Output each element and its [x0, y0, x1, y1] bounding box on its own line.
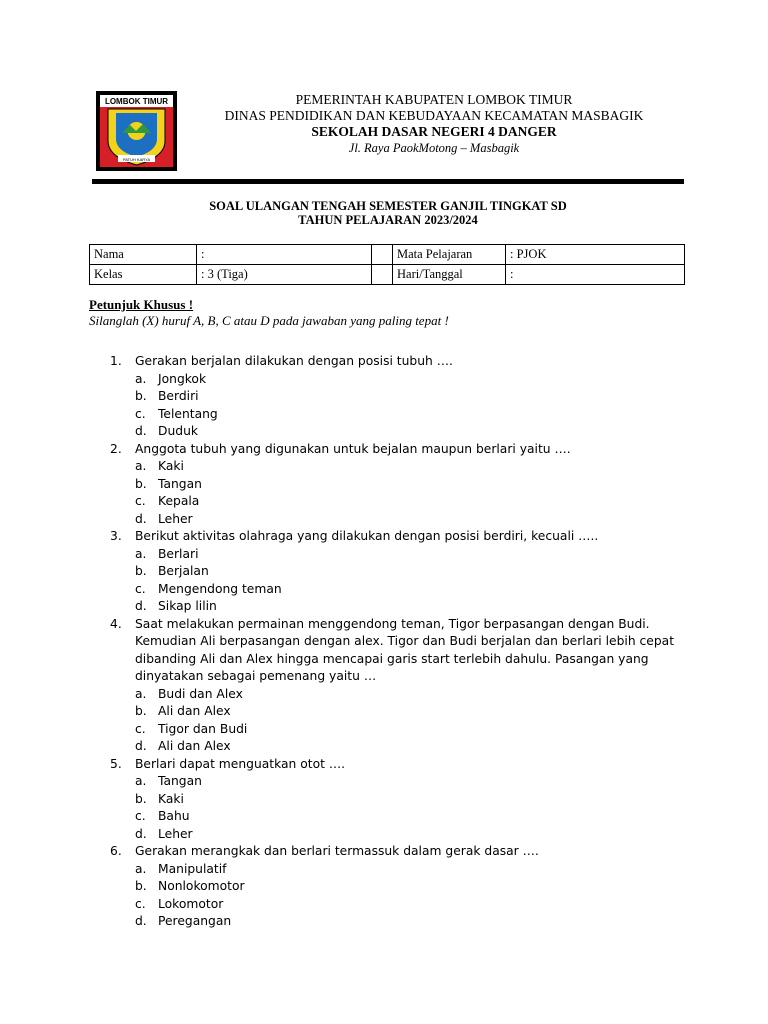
- question-number: 1.: [110, 354, 122, 368]
- question-text: Saat melakukan permainan menggendong teman, Tigor berpasangan dengan Budi. Kemudian Ali berpasangan dengan alex. Tigor dan Budi berjalan dan berlari lebih cepat dibanding Ali dan Alex hingga mencapai garis start terlebih dahulu. Pasangan yang dinyatakan sebagai pemenang yaitu …: [135, 616, 675, 683]
- option-text: Tigor dan Budi: [158, 721, 248, 736]
- question-text: Gerakan merangkak dan berlari termassuk dalam gerak dasar ….: [135, 844, 539, 858]
- letterhead-line1: PEMERINTAH KABUPATEN LOMBOK TIMUR: [295, 92, 573, 107]
- question-text: Berlari dapat menguatkan otot ….: [135, 756, 346, 771]
- option-text: Tangan: [158, 774, 202, 788]
- option-text: Leher: [158, 511, 193, 526]
- answer-option[interactable]: [135, 738, 690, 756]
- question-item: [110, 441, 690, 459]
- option-text: Telentang: [158, 406, 218, 421]
- exam-title: [92, 199, 684, 227]
- info-row-1: [90, 245, 685, 265]
- answer-option[interactable]: [135, 546, 690, 564]
- answer-option[interactable]: [135, 808, 690, 826]
- exam-title-line1: SOAL ULANGAN TENGAH SEMESTER GANJIL TINGKAT SD: [209, 199, 567, 213]
- option-text: Ali dan Alex: [158, 739, 231, 753]
- option-letter: a.: [135, 371, 147, 386]
- option-letter: d.: [135, 424, 147, 438]
- spacer-cell: [372, 245, 393, 265]
- answer-option[interactable]: [135, 791, 690, 809]
- option-letter: a.: [135, 774, 147, 788]
- option-text: Kaki: [158, 791, 184, 806]
- hari-value[interactable]: :: [506, 265, 685, 285]
- option-letter: c.: [135, 809, 146, 823]
- option-text: Tangan: [158, 476, 202, 491]
- answer-option[interactable]: [135, 773, 690, 791]
- option-letter: b.: [135, 791, 147, 806]
- instructions-heading: Petunjuk Khusus !: [89, 297, 194, 312]
- question-text: Gerakan berjalan dilakukan dengan posisi tubuh ….: [135, 354, 453, 368]
- answer-option[interactable]: [135, 476, 690, 494]
- logo-text-top: LOMBOK TIMUR: [104, 97, 169, 106]
- student-info-table: [89, 244, 685, 285]
- answer-option[interactable]: [135, 686, 690, 704]
- question-number: 6.: [110, 844, 122, 858]
- option-text: Peregangan: [158, 914, 232, 928]
- answer-option[interactable]: [135, 423, 690, 441]
- nama-value[interactable]: :: [197, 245, 372, 265]
- kelas-value: : 3 (Tiga): [197, 265, 372, 285]
- question-number: 3.: [110, 529, 122, 543]
- option-text: Leher: [158, 826, 193, 841]
- option-text: Berjalan: [158, 564, 209, 578]
- answer-option[interactable]: [135, 563, 690, 581]
- option-text: Manipulatif: [158, 861, 227, 876]
- option-letter: c.: [135, 896, 146, 911]
- answer-option[interactable]: [135, 406, 690, 424]
- answer-option[interactable]: [135, 598, 690, 616]
- option-letter: a.: [135, 459, 147, 473]
- option-letter: b.: [135, 564, 147, 578]
- hari-label: Hari/Tanggal: [393, 265, 506, 285]
- school-name: SEKOLAH DASAR NEGERI 4 DANGER: [311, 124, 557, 139]
- answer-option[interactable]: [135, 581, 690, 599]
- letterhead-divider: [92, 179, 684, 184]
- option-letter: b.: [135, 389, 147, 403]
- question-item: [110, 528, 690, 546]
- letterhead-line2: DINAS PENDIDIKAN DAN KEBUDAYAAN KECAMATAN MASBAGIK: [224, 108, 644, 123]
- option-letter: a.: [135, 686, 147, 701]
- letterhead: [180, 92, 688, 156]
- exam-title-line2: TAHUN PELAJARAN 2023/2024: [298, 213, 478, 227]
- answer-option[interactable]: [135, 861, 690, 879]
- question-number: 2.: [110, 441, 122, 456]
- answer-option[interactable]: [135, 703, 690, 721]
- option-text: Bahu: [158, 809, 190, 823]
- answer-option[interactable]: [135, 388, 690, 406]
- school-logo: [96, 91, 177, 171]
- option-letter: d.: [135, 826, 147, 841]
- option-letter: a.: [135, 546, 147, 561]
- question-item: [110, 756, 690, 774]
- option-letter: d.: [135, 739, 147, 753]
- option-text: Berlari: [158, 546, 199, 561]
- answer-option[interactable]: [135, 896, 690, 914]
- option-text: Mengendong teman: [158, 581, 282, 596]
- mapel-label: Mata Pelajaran: [393, 245, 506, 265]
- question-item: [110, 353, 690, 371]
- option-text: Kepala: [158, 494, 200, 508]
- option-letter: d.: [135, 599, 147, 613]
- mapel-value: : PJOK: [506, 245, 685, 265]
- answer-option[interactable]: [135, 371, 690, 389]
- option-text: Sikap lilin: [158, 599, 217, 613]
- option-text: Jongkok: [158, 371, 207, 386]
- option-text: Duduk: [158, 424, 198, 438]
- option-letter: b.: [135, 704, 147, 718]
- school-address: Jl. Raya PaokMotong – Masbagik: [348, 141, 520, 155]
- kelas-label: Kelas: [90, 265, 197, 285]
- info-row-2: [90, 265, 685, 285]
- option-letter: d.: [135, 914, 147, 928]
- option-letter: c.: [135, 581, 146, 596]
- answer-option[interactable]: [135, 826, 690, 844]
- answer-option[interactable]: [135, 721, 690, 739]
- instructions-text: Silanglah (X) huruf A, B, C atau D pada jawaban yang paling tepat !: [89, 313, 449, 328]
- answer-option[interactable]: [135, 878, 690, 896]
- answer-option[interactable]: [135, 511, 690, 529]
- question-number: 4.: [110, 616, 122, 631]
- question-text: Anggota tubuh yang digunakan untuk bejalan maupun berlari yaitu ….: [135, 441, 571, 456]
- option-letter: c.: [135, 721, 146, 736]
- nama-label: Nama: [90, 245, 197, 265]
- instructions: [89, 297, 449, 329]
- option-text: Budi dan Alex: [158, 686, 243, 701]
- option-text: Kaki: [158, 459, 184, 473]
- question-number: 5.: [110, 756, 122, 771]
- option-text: Nonlokomotor: [158, 879, 245, 893]
- option-letter: b.: [135, 879, 147, 893]
- option-letter: b.: [135, 476, 147, 491]
- option-text: Berdiri: [158, 389, 199, 403]
- question-item: [110, 616, 690, 686]
- question-list: [110, 353, 690, 931]
- option-letter: c.: [135, 494, 146, 508]
- option-text: Lokomotor: [158, 896, 224, 911]
- option-letter: c.: [135, 406, 146, 421]
- option-letter: a.: [135, 861, 147, 876]
- question-text: Berikut aktivitas olahraga yang dilakukan dengan posisi berdiri, kecuali …..: [135, 529, 599, 543]
- option-text: Ali dan Alex: [158, 704, 231, 718]
- question-item: [110, 843, 690, 861]
- option-letter: d.: [135, 511, 147, 526]
- spacer-cell: [372, 265, 393, 285]
- answer-option[interactable]: [135, 458, 690, 476]
- answer-option[interactable]: [135, 913, 690, 931]
- answer-option[interactable]: [135, 493, 690, 511]
- logo-text-bottom: PATUH KARYA: [122, 157, 151, 162]
